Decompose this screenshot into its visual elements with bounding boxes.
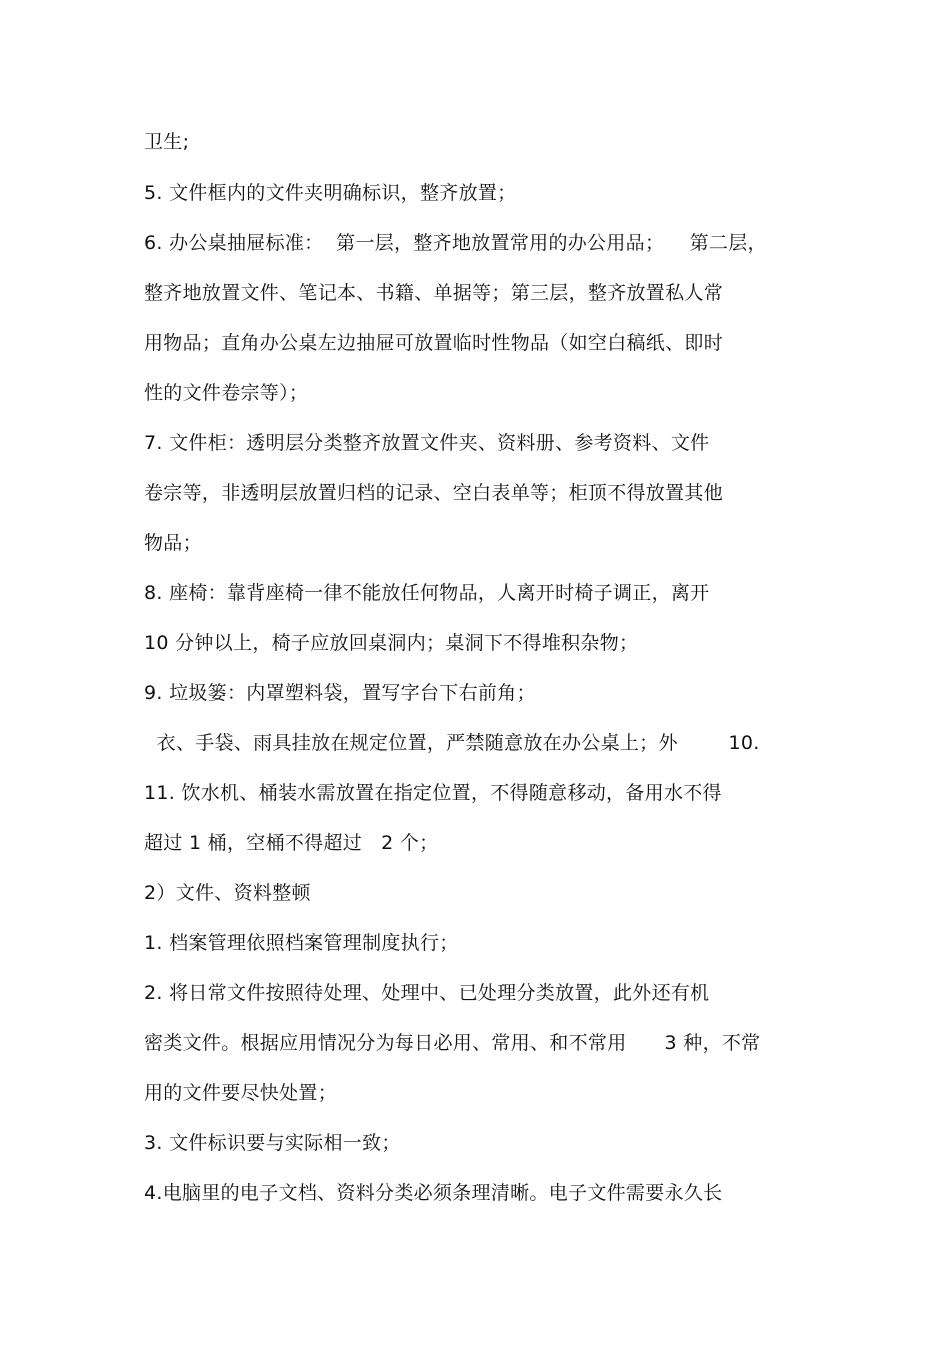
text-line: 超过 1 桶，空桶不得超过 2 个； — [144, 832, 439, 854]
text-line: 9. 垃圾篓：内罩塑料袋，置写字台下右前角； — [144, 682, 536, 704]
text-line: 4.电脑里的电子文档、资料分类必须条理清晰。电子文件需要永久长 — [144, 1182, 723, 1204]
text-line: 性的文件卷宗等）； — [144, 382, 309, 404]
text-line: 卫生; — [144, 131, 190, 153]
text-line: 用物品；直角办公桌左边抽屉可放置临时性物品（如空白稿纸、即时 — [144, 332, 724, 354]
text-line: 物品； — [144, 532, 202, 554]
text-line: 整齐地放置文件、笔记本、书籍、单据等；第三层，整齐放置私人常 — [144, 282, 724, 304]
text-line: 10 分钟以上，椅子应放回桌洞内；桌洞下不得堆积杂物； — [144, 632, 639, 654]
text-line: 11. 饮水机、桶装水需放置在指定位置，不得随意移动，备用水不得 — [144, 782, 722, 804]
text-line: 5. 文件框内的文件夹明确标识，整齐放置； — [144, 182, 517, 204]
text-line: 7. 文件柜：透明层分类整齐放置文件夹、资料册、参考资料、文件 — [144, 432, 710, 454]
text-line: 密类文件。根据应用情况分为每日必用、常用、和不常用 3 种，不常 — [144, 1032, 761, 1054]
text-line: 6. 办公桌抽屉标准： 第一层，整齐地放置常用的办公用品； 第二层， — [144, 232, 767, 254]
text-line: 3. 文件标识要与实际相一致； — [144, 1132, 401, 1154]
text-line: 8. 座椅：靠背座椅一律不能放任何物品，人离开时椅子调正，离开 — [144, 582, 710, 604]
text-line: 衣、手袋、雨具挂放在规定位置，严禁随意放在办公桌上；外 10. — [144, 732, 760, 754]
text-line: 用的文件要尽快处置； — [144, 1082, 338, 1104]
text-line: 2）文件、资料整顿 — [144, 882, 311, 904]
text-line: 1. 档案管理依照档案管理制度执行； — [144, 932, 459, 954]
text-line: 2. 将日常文件按照待处理、处理中、已处理分类放置，此外还有机 — [144, 982, 710, 1004]
text-line: 卷宗等，非透明层放置归档的记录、空白表单等；柜顶不得放置其他 — [144, 482, 724, 504]
